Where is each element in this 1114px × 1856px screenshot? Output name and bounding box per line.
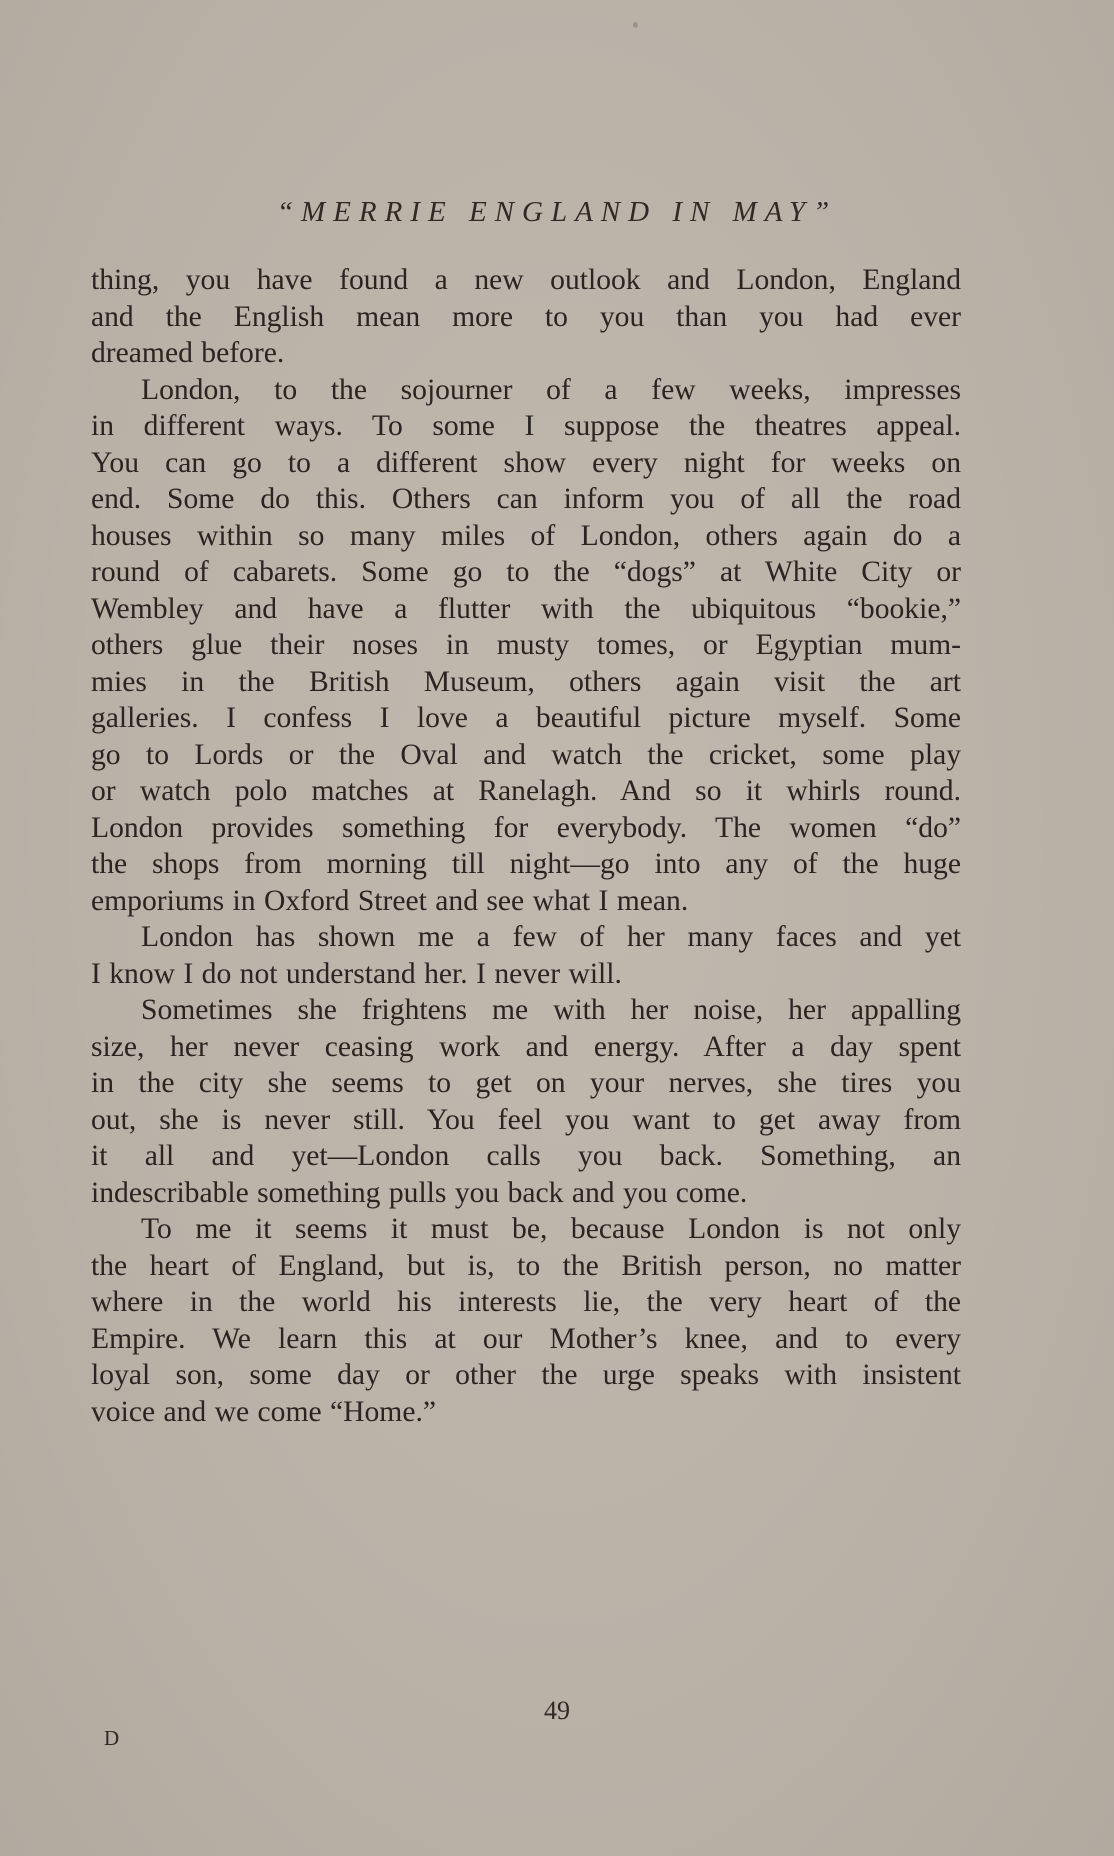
text-line: others glue their noses in musty tomes, or Egyptian mum- (91, 629, 961, 661)
text-line: the shops from morning till night—go into any of the huge (91, 848, 961, 880)
text-line: and the English mean more to you than you had ever (91, 300, 961, 333)
page-number: 49 (544, 1696, 570, 1725)
text-line: Wembley and have a flutter with the ubiquitous “bookie,” (91, 592, 961, 625)
text-line: I know I do not understand her. I never will. (91, 957, 622, 990)
running-head: “MERRIE ENGLAND IN MAY” (276, 196, 838, 228)
text-line: London, to the sojourner of a few weeks, impresses (141, 373, 961, 406)
text-line: emporiums in Oxford Street and see what I mean. (91, 884, 689, 917)
text-line: in the city she seems to get on your nerves, she tires you (91, 1067, 961, 1099)
text-line: or watch polo matches at Ranelagh. And so it whirls round. (91, 775, 961, 807)
text-line: loyal son, some day or other the urge speaks with insistent (91, 1359, 961, 1391)
text-line: thing, you have found a new outlook and London, England (91, 264, 961, 296)
text-line: round of cabarets. Some go to the “dogs” at White City or (91, 556, 961, 588)
text-line: Sometimes she frightens me with her noise, her appalling (141, 994, 961, 1026)
text-line: London provides something for everybody. The women “do” (91, 811, 961, 844)
text-line: mies in the British Museum, others again visit the art (91, 665, 961, 698)
text-line: size, her never ceasing work and energy. After a day spent (91, 1030, 961, 1063)
text-line: galleries. I confess I love a beautiful picture myself. Some (91, 702, 961, 734)
text-line: houses within so many miles of London, others again do a (91, 519, 961, 552)
text-line: go to Lords or the Oval and watch the cricket, some play (91, 738, 961, 771)
ink-speck (633, 22, 638, 28)
signature-mark: D (104, 1726, 120, 1750)
text-line: where in the world his interests lie, the very heart of the (91, 1286, 961, 1318)
text-line: the heart of England, but is, to the British person, no matter (91, 1249, 961, 1282)
text-line: You can go to a different show every night for weeks on (91, 446, 961, 479)
text-line: dreamed before. (91, 337, 285, 369)
text-line: To me it seems it must be, because London is not only (141, 1213, 961, 1245)
text-line: voice and we come “Home.” (91, 1395, 436, 1428)
text-line: end. Some do this. Others can inform you of all the road (91, 483, 961, 515)
body-text (91, 262, 961, 1430)
text-line: it all and yet—London calls you back. Something, an (91, 1140, 961, 1172)
text-line: in different ways. To some I suppose the theatres appeal. (91, 410, 961, 442)
text-line: indescribable something pulls you back and you come. (91, 1176, 748, 1209)
text-line: Empire. We learn this at our Mother’s knee, and to every (91, 1322, 961, 1355)
text-line: out, she is never still. You feel you want to get away from (91, 1103, 961, 1136)
text-line: London has shown me a few of her many faces and yet (141, 921, 961, 953)
